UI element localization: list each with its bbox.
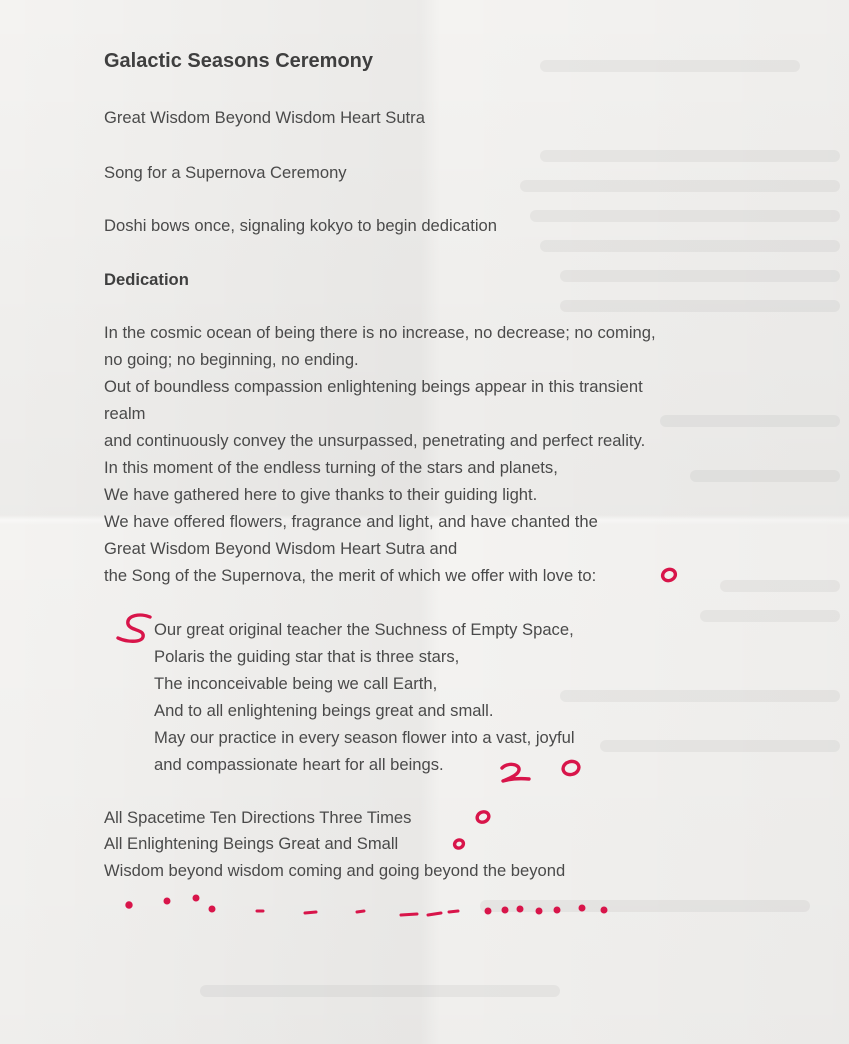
closing-line: Wisdom beyond wisdom coming and going beyond the beyond	[104, 861, 566, 880]
dedication-line: Great Wisdom Beyond Wisdom Heart Sutra and	[104, 539, 458, 558]
dedication-line: and continuously convey the unsurpassed, penetrating and perfect reality.	[104, 431, 646, 450]
dedication-line: the Song of the Supernova, the merit of which we offer with love to:	[104, 566, 597, 585]
instruction-line: Doshi bows once, signaling kokyo to begin dedication	[104, 216, 497, 235]
offering-line: Polaris the guiding star that is three stars,	[154, 647, 460, 666]
dedication-line: Out of boundless compassion enlightening beings appear in this transient	[104, 377, 643, 396]
dedication-line: We have offered flowers, fragrance and light, and have chanted the	[104, 512, 598, 531]
sutra-line: Great Wisdom Beyond Wisdom Heart Sutra	[104, 108, 425, 127]
offering-line: and compassionate heart for all beings.	[154, 755, 444, 774]
song-line: Song for a Supernova Ceremony	[104, 163, 347, 182]
offering-line: And to all enlightening beings great and small.	[154, 701, 494, 720]
dedication-line: no going; no beginning, no ending.	[104, 350, 359, 369]
offering-line: The inconceivable being we call Earth,	[154, 674, 438, 693]
closing-line: All Spacetime Ten Directions Three Times	[104, 808, 412, 827]
dedication-heading: Dedication	[104, 270, 189, 289]
dedication-line: realm	[104, 404, 146, 423]
dedication-line: In this moment of the endless turning of the stars and planets,	[104, 458, 558, 477]
document-title: Galactic Seasons Ceremony	[104, 50, 374, 72]
offering-line: May our practice in every season flower into a vast, joyful	[154, 728, 575, 747]
offering-line: Our great original teacher the Suchness of Empty Space,	[154, 620, 574, 639]
dedication-line: We have gathered here to give thanks to their guiding light.	[104, 485, 538, 504]
dedication-line: In the cosmic ocean of being there is no increase, no decrease; no coming,	[104, 323, 656, 342]
closing-line: All Enlightening Beings Great and Small	[104, 834, 399, 853]
